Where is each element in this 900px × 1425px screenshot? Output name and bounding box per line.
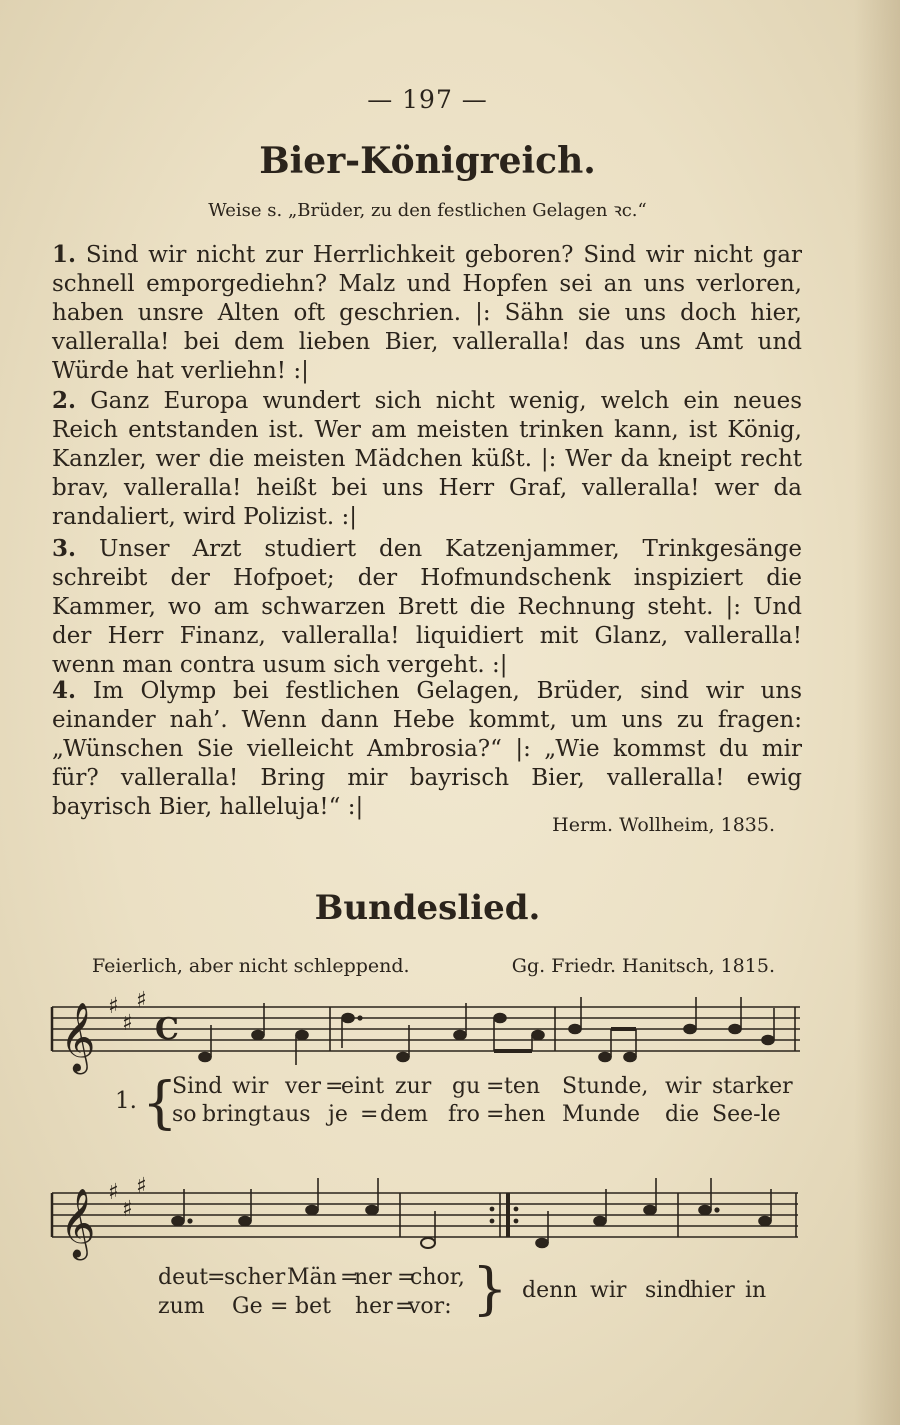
lyric-word: zum xyxy=(158,1294,205,1319)
lyric-word: Män xyxy=(287,1265,337,1290)
lyric-word: vor: xyxy=(408,1294,452,1319)
stanza-number: 4. xyxy=(52,677,77,704)
brace-icon: { xyxy=(142,1071,178,1136)
stanza-number: 2. xyxy=(52,387,77,414)
lyric-word: deut xyxy=(158,1265,209,1290)
treble-clef-icon xyxy=(60,1188,95,1260)
treble-clef-icon xyxy=(60,1002,95,1074)
lyric-word: aus xyxy=(272,1102,311,1127)
lyric-word: Stunde, xyxy=(562,1074,649,1099)
svg-text:♯: ♯ xyxy=(136,988,147,1013)
lyric-hyphen: = xyxy=(395,1294,414,1319)
lyric-word: gu xyxy=(452,1074,481,1099)
lyric-word: hier xyxy=(690,1278,735,1303)
composer-credit: Gg. Friedr. Hanitsch, 1815. xyxy=(511,955,775,977)
lyric-word: bringt xyxy=(202,1102,271,1127)
lyric-word: ver xyxy=(285,1074,321,1099)
lyric-hyphen: = xyxy=(270,1294,289,1319)
lyric-word: die xyxy=(665,1102,700,1127)
svg-text:♯: ♯ xyxy=(136,1175,147,1199)
lyric-word: denn xyxy=(522,1278,578,1303)
melody-note: Weise s. „Brüder, zu den festlichen Gelagen ꝛc.“ xyxy=(208,200,647,221)
lyric-word: Ge xyxy=(232,1294,263,1319)
lyric-word: bet xyxy=(295,1294,331,1319)
stanza-text: Sind wir nicht zur Herrlichkeit geboren? Sind wir nicht gar schnell emporgediehn? Malz und Hopfen sei an uns verloren, haben unsre Alten oft geschrien. |: Sähn sie uns doch hier, valleralla! bei dem lieben Bier, valleralla! das uns Amt und Würde hat verliehn! :| xyxy=(52,242,803,384)
lyric-word: chor, xyxy=(410,1265,465,1290)
svg-text:𝄞: 𝄞 xyxy=(60,1188,96,1258)
lyric-word: ner xyxy=(354,1265,392,1290)
lyric-hyphen: = xyxy=(397,1265,416,1290)
stanza-text: Unser Arzt studiert den Katzenjammer, Trinkgesänge schreibt der Hofpoet; der Hofmundschenk inspiziert die Kammer, wo am schwarzen Brett die Rechnung steht. |: Und der Herr Finanz, valleralla! liquidiert mit Glanz, valleralla! wenn man contra usum sich vergeht. :| xyxy=(52,536,802,678)
svg-text:𝄞: 𝄞 xyxy=(60,1002,96,1072)
lyric-word: Sind xyxy=(172,1074,223,1099)
svg-text:♯: ♯ xyxy=(108,994,119,1019)
lyric-word: starker xyxy=(712,1074,793,1099)
closing-brace-icon: } xyxy=(472,1257,508,1322)
page-number: — 197 — xyxy=(367,85,488,114)
lyric-word: ten xyxy=(504,1074,541,1099)
lyric-word: eint xyxy=(341,1074,385,1099)
stanza-number: 1. xyxy=(52,241,77,268)
lyric-word: zur xyxy=(395,1074,432,1099)
lyric-word: in xyxy=(745,1278,767,1303)
stanza-4 xyxy=(52,676,802,822)
stanza-text: Im Olymp bei festlichen Gelagen, Brüder, sind wir uns einander nah’. Wenn dann Hebe kommt, um uns zu fragen: „Wünschen Sie vielleicht Ambrosia?“ |: „Wie kommst du mir für? valleralla! Bring mir bayrisch Bier, valleralla! ewig bayrisch Bier, halleluja!“ :| xyxy=(52,678,802,820)
svg-text:♯: ♯ xyxy=(122,1197,133,1222)
lyric-word: wir xyxy=(232,1074,269,1099)
lyric-hyphen: = xyxy=(360,1102,379,1127)
stanza-1 xyxy=(52,240,802,386)
author-attribution: Herm. Wollheim, 1835. xyxy=(552,814,775,836)
lyric-word: wir xyxy=(665,1074,702,1099)
tempo-marking: Feierlich, aber nicht schleppend. xyxy=(92,955,410,977)
lyric-hyphen: = xyxy=(325,1074,344,1099)
lyric-word: sind xyxy=(645,1278,692,1303)
lyric-word: her xyxy=(355,1294,393,1319)
lyric-word: fro xyxy=(448,1102,480,1127)
song-title-bier-koenigreich: Bier-Königreich. xyxy=(259,140,596,182)
lyric-word: Munde xyxy=(562,1102,640,1127)
lyric-hyphen: = xyxy=(207,1265,226,1290)
lyric-word: wir xyxy=(590,1278,627,1303)
lyric-word: See-le xyxy=(712,1102,781,1127)
lyric-hyphen: = xyxy=(486,1102,505,1127)
lyric-word: je xyxy=(328,1102,348,1127)
lyric-word: scher xyxy=(224,1265,286,1290)
song-title-bundeslied: Bundeslied. xyxy=(314,888,541,928)
stanza-3 xyxy=(52,534,802,680)
svg-text:♯: ♯ xyxy=(108,1180,119,1205)
time-signature-icon xyxy=(155,1012,179,1047)
stanza-number: 3. xyxy=(52,535,77,562)
lyric-word: hen xyxy=(504,1102,546,1127)
lyric-hyphen: = xyxy=(486,1074,505,1099)
lyric-word: so xyxy=(172,1102,197,1127)
stanza-2 xyxy=(52,386,802,532)
music-staff-1 xyxy=(0,985,900,1085)
svg-text:♯: ♯ xyxy=(122,1011,133,1036)
music-staff-2 xyxy=(0,1175,900,1275)
lyric-hyphen: = xyxy=(340,1265,359,1290)
stanza-text: Ganz Europa wundert sich nicht wenig, welch ein neues Reich entstanden ist. Wer am meisten trinken kann, ist König, Kanzler, wer die meisten Mädchen küßt. |: Wer da kneipt recht brav, valleralla! heißt bei uns Herr Graf, valleralla! wer da randaliert, wird Polizist. :| xyxy=(52,388,802,530)
svg-text:C: C xyxy=(155,1012,179,1047)
lyric-word: dem xyxy=(380,1102,428,1127)
verse-number: 1. xyxy=(115,1088,137,1114)
